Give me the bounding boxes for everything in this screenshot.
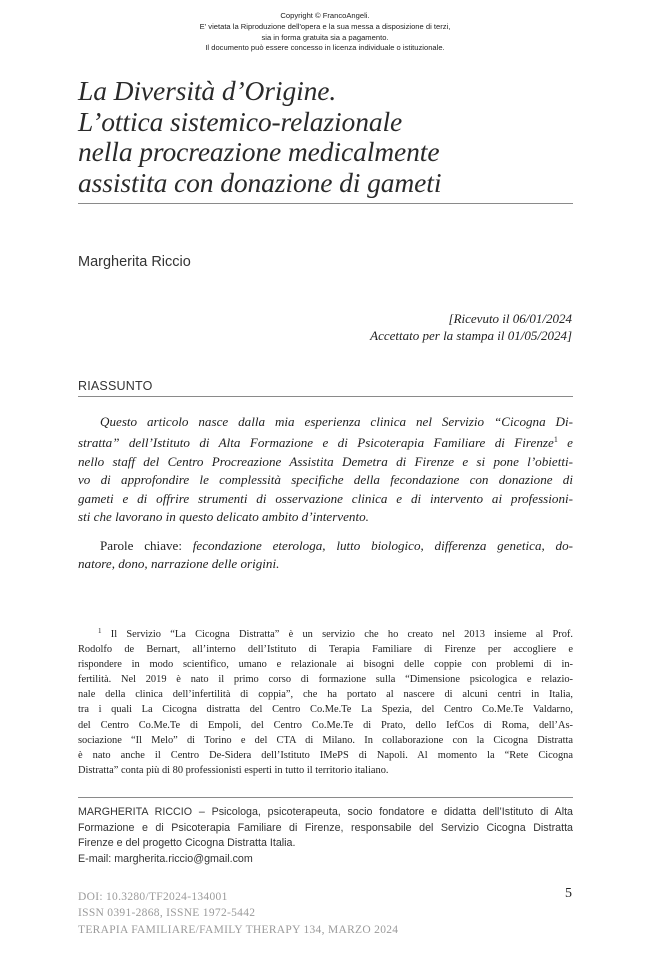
keywords-label: Parole chiave: <box>100 538 183 553</box>
title-divider <box>78 203 573 204</box>
keywords-text: fecondazione eterologa, lutto biologico, differenza genetica, do- <box>192 538 574 553</box>
keywords <box>78 537 573 574</box>
footnote-line: fertilità. Nel 2019 è nato il primo corso di formazione sulla “Dimensione psicologica e relazio- <box>78 674 573 686</box>
author-email[interactable]: E-mail: margherita.riccio@gmail.com <box>78 852 253 865</box>
author-name: Margherita Riccio <box>78 254 191 270</box>
copyright-line: Il documento può essere concesso in licenza individuale o istituzionale. <box>205 43 445 53</box>
footnote-line-text: Il Servizio “La Cicogna Distratta” è un servizio che ho creato nel 2013 insieme al Prof. <box>110 629 573 640</box>
copyright-line: E' vietata la Riproduzione dell'opera e la sua messa a disposizione di terzi, <box>199 21 451 31</box>
footnote-reference[interactable]: 1 <box>553 435 558 445</box>
abstract-line <box>78 431 573 452</box>
title-line: nella procreazione medicalmente <box>78 136 440 167</box>
abstract-line: vo di approfondire le complessità specifiche della fecondazione con donazione di <box>78 472 573 488</box>
abstract-heading: RIASSUNTO <box>78 379 153 393</box>
received-date: [Ricevuto il 06/01/2024 <box>448 311 572 326</box>
author-bio <box>78 805 573 867</box>
footnote-line: Distratta” conta più di 80 professionisti esperti in tutto il territorio italiano. <box>78 764 389 776</box>
footnote-line: Rodolfo de Bernart, all’interno dell’Istituto di Terapia Familiare di Firenze per accogliere e <box>78 644 573 656</box>
footnote-line: è nato anche il Centro De-Sidera dell’Istituto IMePS di Napoli. Al momento la “Rete Cicogna <box>78 749 573 761</box>
abstract-line: Questo articolo nasce dalla mia esperienza clinica nel Servizio “Cicogna Di- <box>100 414 573 429</box>
page-number: 5 <box>565 886 572 901</box>
submission-dates <box>370 310 572 344</box>
journal-info <box>78 889 398 938</box>
abstract-line: nello staff del Centro Procreazione Assistita Demetra di Firenze e si pone l’obietti- <box>78 453 573 469</box>
footnote-line: sociazione “Il Melo” di Torino e del CTA di Milano. In collaborazione con la Cicogna Distratta <box>78 734 573 746</box>
title-line: assistita con donazione di gameti <box>78 166 442 198</box>
abstract-line: sti che lavorano in questo delicato ambito d’intervento. <box>78 509 369 525</box>
footnote-line: tra i quali La Cicogna distratta del Centro Co.Me.Te La Spezia, del Centro Co.Me.Te Valdarno, <box>78 704 573 716</box>
copyright-line: sia in forma gratuita sia a pagamento. <box>261 32 389 42</box>
journal-issue: TERAPIA FAMILIARE/FAMILY THERAPY 134, MARZO 2024 <box>78 923 399 936</box>
abstract-line: gameti e di offrire strumenti di osservazione clinica e di intervento ai professioni- <box>78 490 573 506</box>
copyright-notice <box>0 11 650 54</box>
keywords-line <box>78 537 573 555</box>
abstract-line-text: stratta” dell’Istituto di Alta Formazione e di Psicoterapia Familiare di Firenze <box>78 435 554 451</box>
title-line: L’ottica sistemico-relazionale <box>78 105 403 137</box>
bio-line: MARGHERITA RICCIO – Psicologa, psicoterapeuta, socio fondatore e didatta dell’Istituto di Alta <box>78 806 573 818</box>
footnote-line: del Centro Co.Me.Te di Empoli, del Centro Co.Me.Te di Prato, dello IefCos di Roma, dell’As- <box>78 719 573 731</box>
abstract-text <box>78 413 573 526</box>
article-title <box>78 76 578 198</box>
copyright-line: Copyright © FrancoAngeli. <box>280 11 370 20</box>
doi[interactable]: DOI: 10.3280/TF2024-134001 <box>78 891 228 903</box>
bio-line: Firenze e del progetto Cicogna Distratta Italia. <box>78 837 296 850</box>
title-line: La Diversità d’Origine. <box>78 75 337 106</box>
abstract-divider <box>78 396 573 397</box>
footnote-line <box>78 624 573 642</box>
footnote-line: nale della clinica dell’infertilità di coppia”, che ha portato al nascere di alcuni centri in Italia, <box>78 689 573 701</box>
accepted-date: Accettato per la stampa il 01/05/2024] <box>370 328 572 343</box>
abstract-line-text: e <box>557 435 573 451</box>
keywords-text: natore, dono, narrazione delle origini. <box>78 556 280 572</box>
footnote-number: 1 <box>98 627 102 635</box>
issn: ISSN 0391-2868, ISSNE 1972-5442 <box>78 907 256 920</box>
footnote <box>78 624 573 778</box>
bio-line: Formazione e di Psicoterapia Familiare di Firenze, responsabile del Servizio Cicogna Distratta <box>78 821 573 834</box>
keywords-line <box>78 555 573 573</box>
bio-divider <box>78 797 573 798</box>
footnote-line: rispondere in modo scientifico, umano e relazionale ai bisogni delle coppie con problemi di in- <box>78 659 573 671</box>
